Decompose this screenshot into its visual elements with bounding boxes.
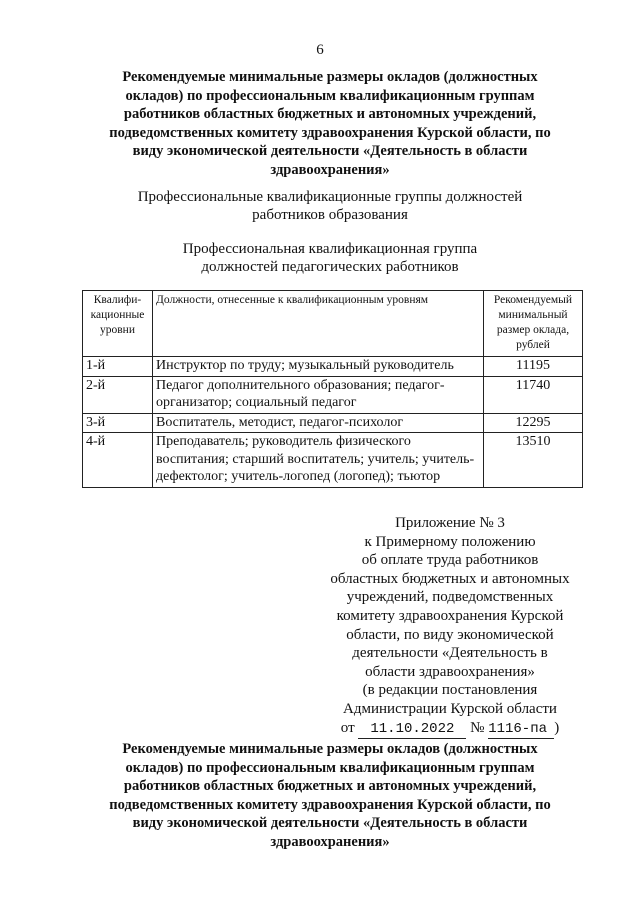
appendix-line: областных бюджетных и автономных [330,570,570,587]
subgroup-heading [60,240,600,276]
level-cell: 2-й [83,376,153,413]
title-line: окладов) по профессиональным квалификационным группам [125,759,535,776]
title-line: виду экономической деятельности «Деятельность в области [132,143,528,159]
header-positions: Должности, отнесенные к квалификационным уровням [153,291,484,357]
appendix-line: (в редакции постановления [362,682,538,699]
table-row [83,357,583,377]
page-number: 6 [316,42,324,58]
table-row [83,413,583,433]
salary-cell: 13510 [484,433,583,488]
title-line: здравоохранения» [270,161,390,178]
title-line: подведомственных комитету здравоохранения Курской области, по [109,124,551,141]
appendix-line: к Примерному положению [364,533,536,550]
resolution-date: 11.10.2022 [358,720,466,740]
positions-cell: Педагог дополнительного образования; педагог-организатор; социальный педагог [153,376,484,413]
positions-cell: Инструктор по труду; музыкальный руководитель [153,357,484,377]
group-heading-line: Профессиональные квалификационные группы должностей [137,189,523,205]
level-cell: 1-й [83,357,153,377]
header-line: рублей [516,339,550,351]
date-prefix: от [340,719,355,736]
appendix-line: комитету здравоохранения Курской [336,607,564,624]
appendix-line: учреждений, подведомственных [346,589,554,606]
bottom-title [80,740,580,851]
header-line: Рекомендуемый [493,294,573,306]
header-line: кационные [90,309,145,321]
resolution-date-row [320,719,580,740]
appendix-line: об оплате труда работников [361,552,539,569]
title-line: виду экономической деятельности «Деятельность в области [132,815,528,831]
level-cell: 4-й [83,433,153,488]
subgroup-heading-line: должностей педагогических работников [201,259,459,275]
salary-cell: 11195 [484,357,583,377]
table-row [83,433,583,488]
number-prefix: № [470,719,485,736]
appendix-line: области здравоохранения» [365,663,535,680]
salary-cell: 11740 [484,376,583,413]
header-line: уровни [100,324,135,336]
subgroup-heading-line: Профессиональная квалификационная группа [182,241,478,257]
title-line: Рекомендуемые минимальные размеры окладов (должностных [122,741,538,757]
resolution-number: 1116-па [488,720,554,740]
appendix-block [320,514,580,739]
header-salary [484,291,583,357]
top-title [80,68,580,179]
title-line: работников областных бюджетных и автономных учреждений, [123,106,537,122]
appendix-line: Приложение № 3 [395,515,505,531]
salary-cell: 12295 [484,413,583,433]
table-row [83,376,583,413]
table-header-row [83,291,583,357]
appendix-line: Администрации Курской области [343,700,557,717]
positions-cell: Воспитатель, методист, педагог-психолог [153,413,484,433]
title-line: здравоохранения» [270,833,390,850]
header-line: размер оклада, [496,324,570,336]
salary-table [82,290,583,488]
closing-paren: ) [554,719,560,736]
title-line: работников областных бюджетных и автономных учреждений, [123,778,537,794]
appendix-line: области, по виду экономической [346,626,554,643]
title-line: Рекомендуемые минимальные размеры окладов (должностных [122,69,538,85]
group-heading [60,188,600,224]
title-line: окладов) по профессиональным квалификационным группам [125,87,535,104]
level-cell: 3-й [83,413,153,433]
header-line: минимальный [498,309,568,321]
title-line: подведомственных комитету здравоохранения Курской области, по [109,796,551,813]
group-heading-line: работников образования [252,207,408,223]
header-line: Квалифи- [93,294,142,306]
header-levels [83,291,153,357]
positions-cell: Преподаватель; руководитель физического воспитания; старший воспитатель; учитель; учитель-дефектолог; учитель-логопед (логопед); тьютор [153,433,484,488]
appendix-line: деятельности «Деятельность в [352,645,548,662]
